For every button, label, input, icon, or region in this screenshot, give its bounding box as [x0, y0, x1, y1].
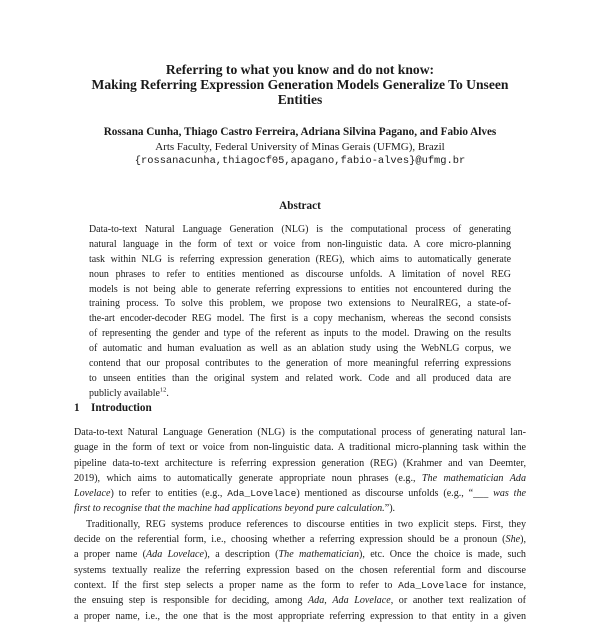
text-run: ”). — [384, 503, 396, 515]
example-italic: Ada — [308, 595, 325, 607]
body-line: Data-to-text Natural Language Generation (NLG) is the computational process of generating natural lan- — [74, 427, 526, 438]
text-run: ) mentioned as discourse unfolds (e.g., “ — [296, 488, 474, 500]
author-emails: {rossanacunha,thiagocf05,apagano,fabio-alves}@ufmg.br — [134, 155, 466, 167]
text-run: ), a description ( — [204, 549, 279, 561]
section-title: Introduction — [91, 402, 152, 414]
text-run: context. If the first step selects a proper name as the form to refer to — [74, 579, 399, 591]
footnote-marks: 12 — [159, 386, 167, 394]
abstract-heading: Abstract — [279, 200, 321, 212]
text-run: a proper name ( — [74, 549, 146, 561]
abstract-line: noun phrases to refer to entities mentioned as discourse unfolds. A limitation of novel REG — [89, 268, 511, 280]
body-line — [74, 593, 526, 608]
paper-title — [60, 62, 540, 107]
abstract-line: task within NLG is referring expression generation (REG), which aims to automatically generate — [89, 253, 511, 265]
title-line-3: Entities — [277, 92, 323, 107]
abstract-line: training process. To solve this problem, we propose two extensions to NeuralREG, a state-of- — [89, 298, 511, 310]
example-italic: Ada Lovelace — [146, 549, 205, 561]
introduction-body — [74, 425, 526, 624]
abstract-line: contend that our proposal contributes to the generation of more meaningful referring expressions — [89, 358, 511, 370]
section-number: 1 — [74, 402, 80, 414]
body-line — [74, 471, 526, 486]
body-line: guage in the form of text or voice from non-linguistic data. A traditional micro-planning task within the — [74, 442, 526, 454]
example-italic: Lovelace — [74, 488, 111, 500]
abstract-last-text: publicly available — [89, 387, 160, 399]
text-run: for instance, — [467, 579, 526, 591]
title-line-2: Making Referring Expression Generation Models Generalize To Unseen — [91, 77, 509, 92]
text-run: the ensuing step is responsible for deciding, among — [74, 595, 308, 607]
abstract-line: the-art encoder-decoder REG model. The first is a copy mechanism, whereas the second consists — [89, 313, 511, 325]
abstract-line: models is not being able to generate referring expressions to entities not encountered during the — [89, 283, 511, 295]
body-line — [74, 578, 526, 593]
text-run: ), etc. Once the choice is made, such — [359, 549, 526, 561]
example-italic: Ada Lovelace — [332, 595, 391, 607]
entity-code: Ada_Lovelace — [398, 579, 468, 591]
body-line: a proper name, i.e., the one that is the most appropriate referring expression to that entity in a given — [74, 610, 526, 622]
body-line — [74, 501, 526, 516]
body-line: systems textually realize the referring expression based on the chosen referential form and discourse — [74, 564, 526, 576]
entity-code: Ada_Lovelace — [227, 488, 297, 500]
text-run: ) to refer to entities (e.g., — [110, 488, 228, 500]
body-line — [74, 547, 526, 562]
affiliation: Arts Faculty, Federal University of Minas Gerais (UFMG), Brazil — [155, 141, 445, 153]
body-line: pipeline data-to-text architecture is referring expression generation (REG) (Krahmer and van Deemter, — [74, 457, 526, 469]
abstract-line: Data-to-text Natural Language Generation (NLG) is the computational process of generating — [89, 224, 511, 235]
body-line: Traditionally, REG systems produce references to discourse entities in two explicit steps. First, they — [86, 518, 526, 530]
abstract-line: natural language in the form of text or voice from non-linguistic data. A core micro-planning — [89, 238, 511, 250]
text-run: ), — [520, 534, 526, 546]
author-list: Rossana Cunha, Thiago Castro Ferreira, Adriana Silvina Pagano, and Fabio Alves — [103, 126, 497, 138]
section-heading — [74, 402, 152, 415]
abstract-line: to unseen entities than the original system and related work. Code and all produced data are — [89, 372, 511, 384]
example-italic: The mathematician — [278, 549, 359, 561]
abstract-body — [89, 223, 511, 402]
example-italic: first to recognise that the machine had applications beyond pure calculation. — [74, 503, 385, 515]
example-italic: ___ was the — [473, 488, 526, 500]
text-run: decide on the referential form, i.e., choosing whether a referring expression should be a pronoun ( — [74, 534, 506, 546]
abstract-line: of automatic and human evaluation as well as an ablation study using the WebNLG corpus, we — [89, 343, 511, 355]
text-run: , or another text realization of — [390, 595, 526, 607]
abstract-line: of representing the gender and type of the referent as inputs to the model. Drawing on the results — [89, 328, 511, 340]
title-line-1: Referring to what you know and do not know: — [165, 62, 435, 77]
example-italic: She — [505, 534, 521, 546]
body-line — [74, 532, 526, 547]
abstract-last-line: publicly available$^{12}$. — [89, 386, 169, 399]
body-line — [74, 486, 526, 501]
text-run: , — [324, 595, 333, 607]
example-italic: The mathematician Ada — [421, 472, 526, 484]
text-run: 2019), which aims to automatically generate appropriate noun phrases (e.g., — [74, 472, 422, 484]
